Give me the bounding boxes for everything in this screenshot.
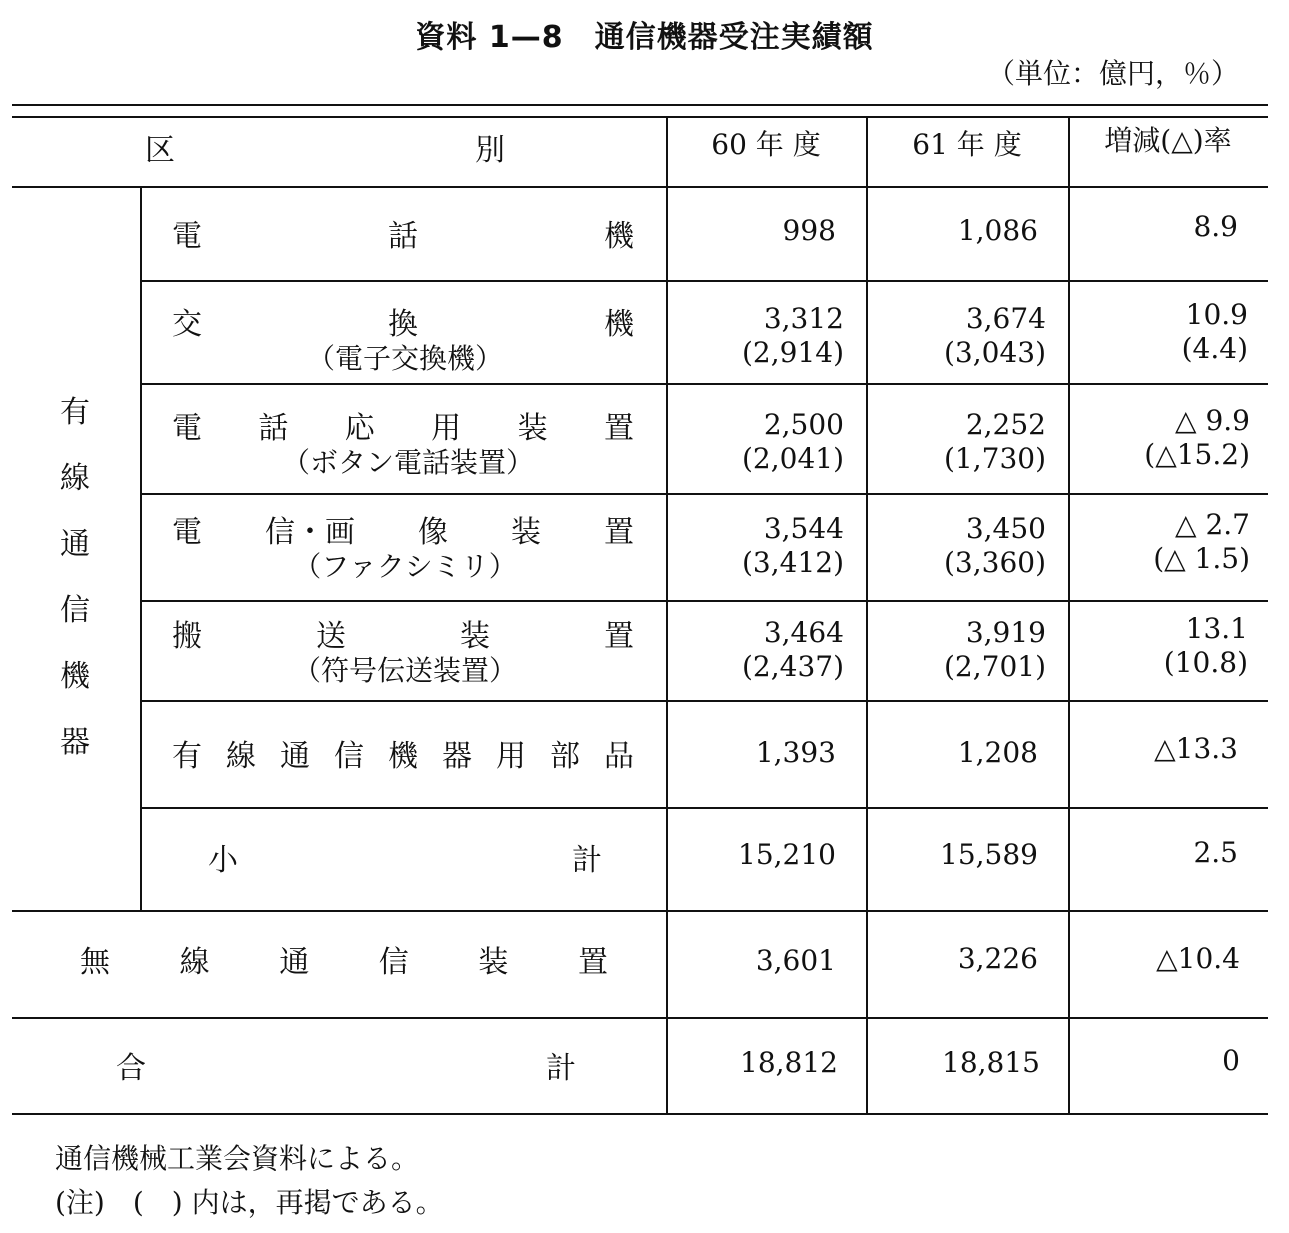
cell-fy60: 3,312 (2,914) — [741, 302, 844, 369]
table-bottom-border — [12, 1113, 1268, 1115]
row-label-exchange: 交 換 機 — [172, 307, 634, 342]
header-fy60: 60 年 度 — [711, 128, 821, 161]
header-category: 区 別 — [145, 133, 505, 168]
table-top-border — [12, 104, 1268, 106]
row-label-parts: 有 線 通 信 機 器 用 部 品 — [172, 739, 634, 774]
cell-fy60: 998 — [782, 214, 836, 247]
cell-fy61: 1,086 — [957, 214, 1038, 247]
row-divider — [12, 1017, 1268, 1019]
row-divider — [140, 600, 1268, 602]
cell-fy60: 15,210 — [738, 838, 836, 871]
cell-rate: 2.5 — [1193, 836, 1238, 869]
row-divider — [140, 700, 1268, 702]
row-label-telegraph-image: 電 信・画 像 装 置 — [172, 515, 634, 550]
unit-note: （単位：億円，％） — [986, 57, 1239, 90]
row-sublabel: （電子交換機） — [306, 342, 503, 375]
cell-rate: △ 2.7 (△ 1.5) — [1153, 508, 1250, 575]
row-sublabel: （ファクシミリ） — [293, 550, 517, 583]
cell-rate: 13.1 (10.8) — [1163, 612, 1248, 679]
row-label-subtotal: 小 計 — [208, 843, 602, 878]
row-sublabel: （符号伝送装置） — [292, 654, 517, 687]
cell-fy60: 3,464 (2,437) — [741, 616, 844, 683]
group-bottom-border — [12, 910, 1268, 912]
cell-rate: 8.9 — [1193, 210, 1238, 243]
cell-fy60: 18,812 — [740, 1046, 838, 1079]
row-divider — [140, 280, 1268, 282]
cell-fy61: 3,226 — [957, 942, 1038, 975]
cell-fy60: 3,544 (3,412) — [741, 512, 844, 579]
cell-rate: △13.3 — [1154, 732, 1238, 765]
group-column-border — [140, 186, 142, 910]
cell-fy60: 2,500 (2,041) — [741, 408, 844, 475]
row-divider — [140, 383, 1268, 385]
cell-fy61: 15,589 — [940, 838, 1038, 871]
row-label-wireless: 無 線 通 信 装 置 — [80, 945, 608, 980]
header-rate: 増減(△)率 — [1104, 124, 1232, 157]
row-sublabel: （ボタン電話装置） — [281, 446, 534, 479]
row-label-telephone-app: 電 話 応 用 装 置 — [172, 411, 634, 446]
cell-fy61: 3,450 (3,360) — [943, 512, 1046, 579]
table-top-border-inner — [12, 116, 1268, 118]
cell-rate: △10.4 — [1156, 942, 1240, 975]
cell-fy61: 3,674 (3,043) — [943, 302, 1046, 369]
row-label-carrier: 搬 送 装 置 — [172, 619, 634, 654]
group-label-wired: 有 線 通 信 機 器 — [60, 395, 90, 760]
cell-fy61: 18,815 — [942, 1046, 1040, 1079]
cell-fy60: 3,601 — [755, 944, 836, 977]
cell-fy61: 2,252 (1,730) — [943, 408, 1046, 475]
header-fy61: 61 年 度 — [912, 128, 1022, 161]
cell-rate: △ 9.9 (△15.2) — [1144, 404, 1250, 471]
cell-rate: 10.9 (4.4) — [1181, 298, 1248, 365]
cell-fy60: 1,393 — [755, 736, 836, 769]
row-divider — [140, 493, 1268, 495]
footnote-note: (注) ( ) 内は，再掲である。 — [55, 1186, 444, 1219]
header-bottom-border — [12, 186, 1268, 188]
row-label-total: 合 計 — [116, 1051, 576, 1086]
row-divider — [140, 807, 1268, 809]
cell-fy61: 1,208 — [957, 736, 1038, 769]
footnote-source: 通信機械工業会資料による。 — [55, 1142, 420, 1175]
row-label-telephone: 電 話 機 — [172, 219, 634, 254]
page-title: 資料 1—8 通信機器受注実績額 — [415, 20, 874, 55]
cell-fy61: 3,919 (2,701) — [943, 616, 1046, 683]
cell-rate: 0 — [1222, 1044, 1240, 1077]
